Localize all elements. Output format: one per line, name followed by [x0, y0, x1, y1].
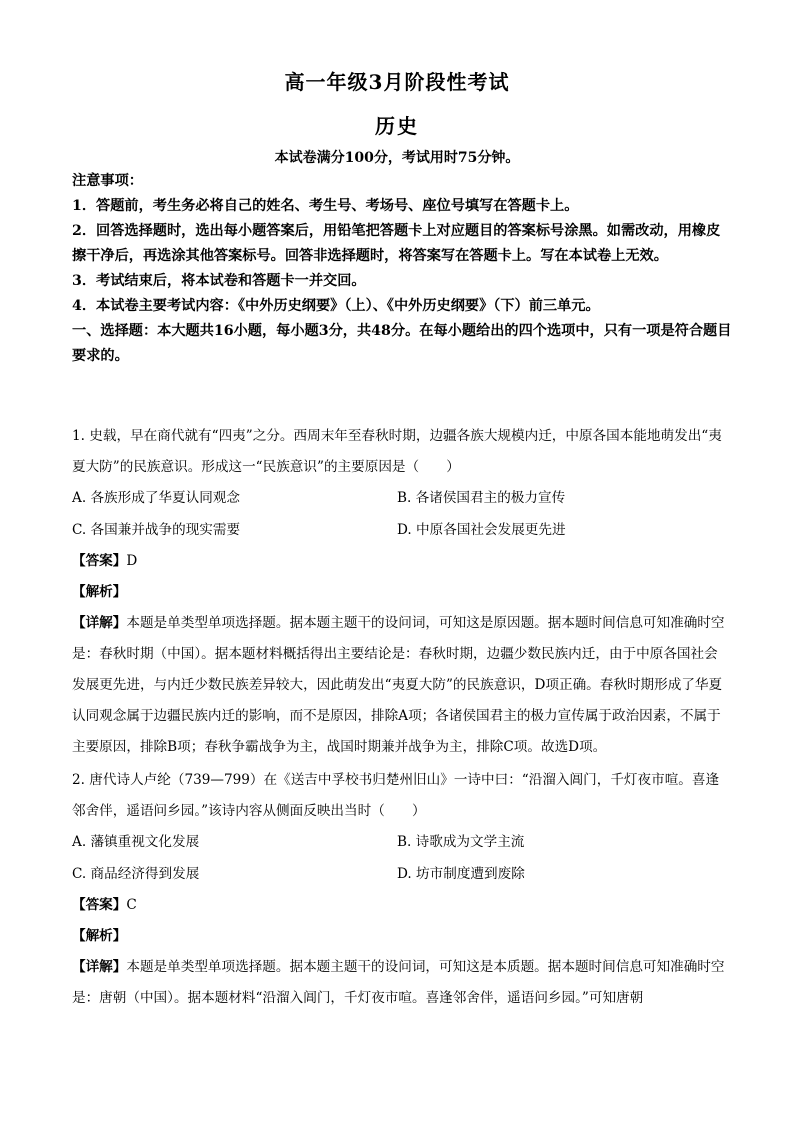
section-heading: 一、选择题：本大题共16小题，每小题3分，共48分。在每小题给出的四个选项中，只有一项是符合题目要求的。	[72, 323, 732, 364]
notes-heading: 注意事项：	[72, 173, 143, 189]
detail-label: 【详解】	[72, 959, 127, 975]
answer-value: D	[126, 553, 138, 569]
option-d: D. 坊市制度遭到废除	[397, 865, 525, 882]
answer-line	[72, 546, 727, 577]
option-b: B. 诗歌成为文学主流	[397, 834, 525, 850]
question-stem: 2. 唐代诗人卢纶（739—799）在《送吉中孚校书归楚州旧山》一诗中曰：“沿溜入阊门，千灯夜市喧。喜逢邻舍伴，遥语问乡园。”该诗内容从侧面反映出当时（ ）	[72, 772, 720, 819]
options-grid	[72, 483, 727, 546]
answer-label: 【答案】	[72, 897, 127, 913]
analysis-line	[72, 577, 727, 608]
detail-text: 本题是单类型单项选择题。据本题主题干的设问词，可知这是本质题。据本题时间信息可知准确时空是：唐朝（中国）。据本题材料“沿溜入阊门，千灯夜市喧。喜逢邻舍伴，遥语问乡园。”可知唐朝	[72, 959, 725, 1006]
note-item: 3．考试结束后，将本试卷和答题卡一并交回。	[72, 273, 366, 289]
analysis-label: 【解析】	[72, 584, 127, 600]
options-grid	[72, 827, 727, 890]
option-c: C. 商品经济得到发展	[72, 865, 200, 882]
note-item: 2．回答选择题时，选出每小题答案后，用铅笔把答题卡上对应题目的答案标号涂黑。如需改动，用橡皮擦干净后，再选涂其他答案标号。回答非选择题时，将答案写在答题卡上。写在本试卷上无效。	[72, 223, 721, 264]
note-item: 1．答题前，考生务必将自己的姓名、考生号、考场号、座位号填写在答题卡上。	[72, 198, 579, 214]
option-b: B. 各诸侯国君主的极力宣传	[397, 490, 566, 506]
notes-section	[72, 169, 732, 369]
option-c: C. 各国兼并战争的现实需要	[72, 521, 241, 538]
detail-label: 【详解】	[72, 615, 127, 631]
answer-label: 【答案】	[72, 553, 127, 569]
exam-info: 本试卷满分100分，考试用时75分钟。	[274, 150, 520, 166]
option-a: A. 藩镇重视文化发展	[72, 834, 200, 850]
detail-paragraph	[72, 952, 727, 1014]
question-2	[72, 765, 727, 1014]
detail-paragraph	[72, 608, 727, 763]
answer-line	[72, 890, 727, 921]
option-a: A. 各族形成了华夏认同观念	[72, 490, 240, 506]
analysis-label: 【解析】	[72, 928, 127, 944]
option-d: D. 中原各国社会发展更先进	[397, 521, 566, 538]
subject-title: 历史	[375, 114, 419, 138]
detail-text: 本题是单类型单项选择题。据本题主题干的设问词，可知这是原因题。据本题时间信息可知准确时空是：春秋时期（中国）。据本题材料概括得出主要结论是：春秋时期，边疆少数民族内迁，由于中原各国社会发展更先进，与内迁少数民族差异较大，因此萌发出“夷夏大防”的民族意识，D项正确。春秋时期形成了华夏认同观念属于边疆民族内迁的影响，而不是原因，排除A项；各诸侯国君主的极力宣传属于政治因素，不属于主要原因，排除B项；春秋争霸战争为主，战国时期兼并战争为主，排除C项。故选D项。	[72, 615, 725, 755]
exam-title: 高一年级3月阶段性考试	[284, 70, 510, 94]
question-stem: 1. 史载，早在商代就有“四夷”之分。西周末年至春秋时期，边疆各族大规模内迁，中原各国本能地萌发出“夷夏大防”的民族意识。形成这一“民族意识”的主要原因是（ ）	[72, 428, 722, 475]
question-1	[72, 421, 727, 763]
analysis-line	[72, 921, 727, 952]
note-item: 4．本试卷主要考试内容：《中外历史纲要》（上）、《中外历史纲要》（下）前三单元。	[72, 298, 600, 314]
answer-value: C	[126, 897, 137, 913]
